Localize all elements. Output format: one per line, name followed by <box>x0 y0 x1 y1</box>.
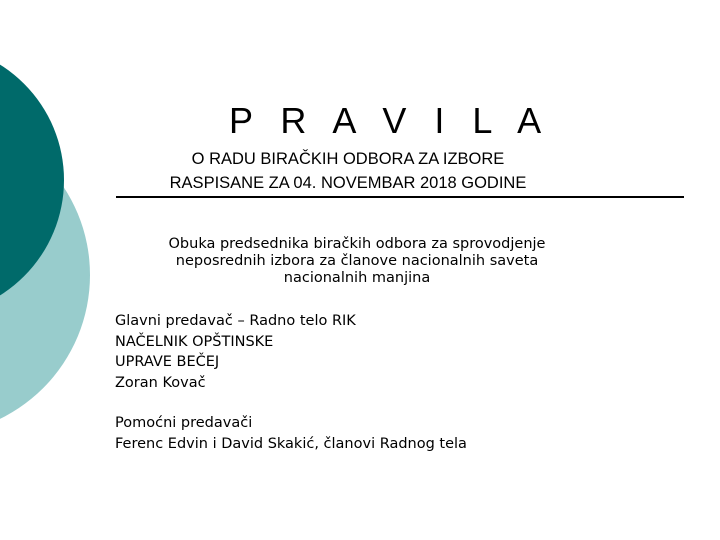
light-teal-circle <box>0 115 90 435</box>
training-line-2: neposrednih izbora za članove nacionalnih saveta <box>175 253 539 269</box>
title-divider <box>116 196 684 198</box>
training-description <box>112 236 602 287</box>
main-lecturer-block <box>115 311 356 393</box>
training-line-1: Obuka predsednika biračkih odbora za sprovodjenje <box>168 236 546 252</box>
lecturer-line-4: Zoran Kovač <box>115 374 206 391</box>
training-line-3: nacionalnih manjina <box>283 270 431 286</box>
subtitle-line-1: O RADU BIRAČKIH ODBORA ZA IZBORE <box>191 150 505 168</box>
assistant-line-1: Pomoćni predavači <box>115 415 253 431</box>
subtitle-line-2: RASPISANE ZA 04. NOVEMBAR 2018 GODINE <box>169 174 527 192</box>
lecturer-line-3: UPRAVE BEČEJ <box>115 354 220 370</box>
assistant-lecturers-block <box>115 413 467 454</box>
dark-teal-circle <box>0 44 64 316</box>
decorative-circles <box>0 0 120 540</box>
assistant-line-2: Ferenc Edvin i David Skakić, članovi Radnog tela <box>115 435 467 452</box>
slide-subtitle <box>118 147 578 195</box>
lecturer-line-1: Glavni predavač – Radno telo RIK <box>115 313 356 329</box>
slide-title: P R A V I L A <box>229 100 551 141</box>
lecturer-line-2: NAČELNIK OPŠTINSKE <box>115 333 274 350</box>
